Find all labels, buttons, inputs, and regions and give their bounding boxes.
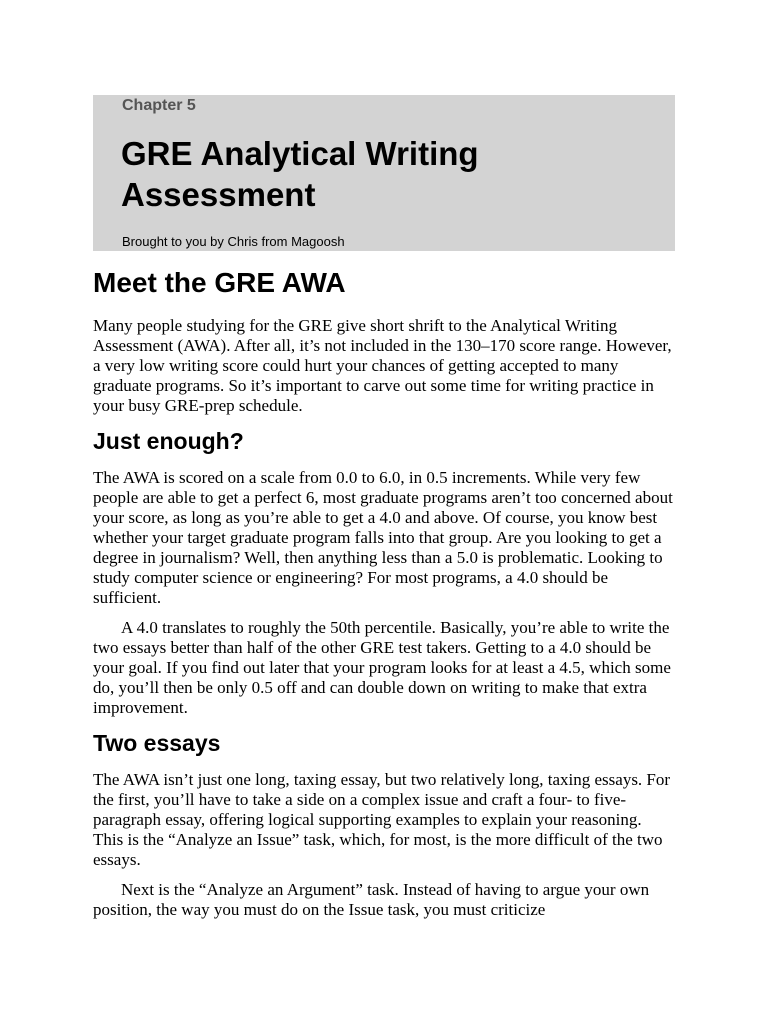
paragraph: Next is the “Analyze an Argument” task. Instead of having to argue your own position, the way you must do on the Issue task, you must criticize — [93, 880, 650, 919]
section-heading-meet-the-gre-awa: Meet the GRE AWA — [93, 267, 346, 298]
chapter-title: GRE Analytical Writing Assessment — [121, 135, 479, 213]
paragraph: Many people studying for the GRE give short shrift to the Analytical Writing Assessment (AWA). After all, it’s not included in the 130–170 score range. However, a very low writing score could hurt your chances of getting accepted to many graduate programs. So it’s important to carve out some time for writing practice in your busy GRE-prep schedule. — [93, 316, 672, 415]
chapter-label: Chapter 5 — [122, 97, 196, 114]
chapter-header-box — [93, 95, 675, 251]
paragraph: The AWA isn’t just one long, taxing essay, but two relatively long, taxing essays. For the first, you’ll have to take a side on a complex issue and craft a four- to five-paragraph essay, offering logical supporting examples to explain your reasoning. This is the “Analyze an Issue” task, which, for most, is the more difficult of the two essays. — [93, 770, 671, 869]
section-heading-two-essays: Two essays — [93, 730, 221, 756]
section-heading-just-enough: Just enough? — [93, 428, 244, 454]
paragraph: A 4.0 translates to roughly the 50th percentile. Basically, you’re able to write the two essays better than half of the other GRE test takers. Getting to a 4.0 should be your goal. If you find out later that your program looks for at least a 4.5, which some do, you’ll then be only 0.5 off and can double down on writing to make that extra improvement. — [93, 618, 671, 717]
paragraph: The AWA is scored on a scale from 0.0 to 6.0, in 0.5 increments. While very few people are able to get a perfect 6, most graduate programs aren’t too concerned about your score, as long as you’re able to get a 4.0 and above. Of course, you know best whether your target graduate program falls into that group. Are you looking to get a degree in journalism? Well, then anything less than a 5.0 is problematic. Looking to study computer science or engineering? For most programs, a 4.0 should be sufficient. — [93, 468, 673, 607]
chapter-credit: Brought to you by Chris from Magoosh — [122, 234, 345, 249]
chapter-content — [93, 264, 675, 930]
